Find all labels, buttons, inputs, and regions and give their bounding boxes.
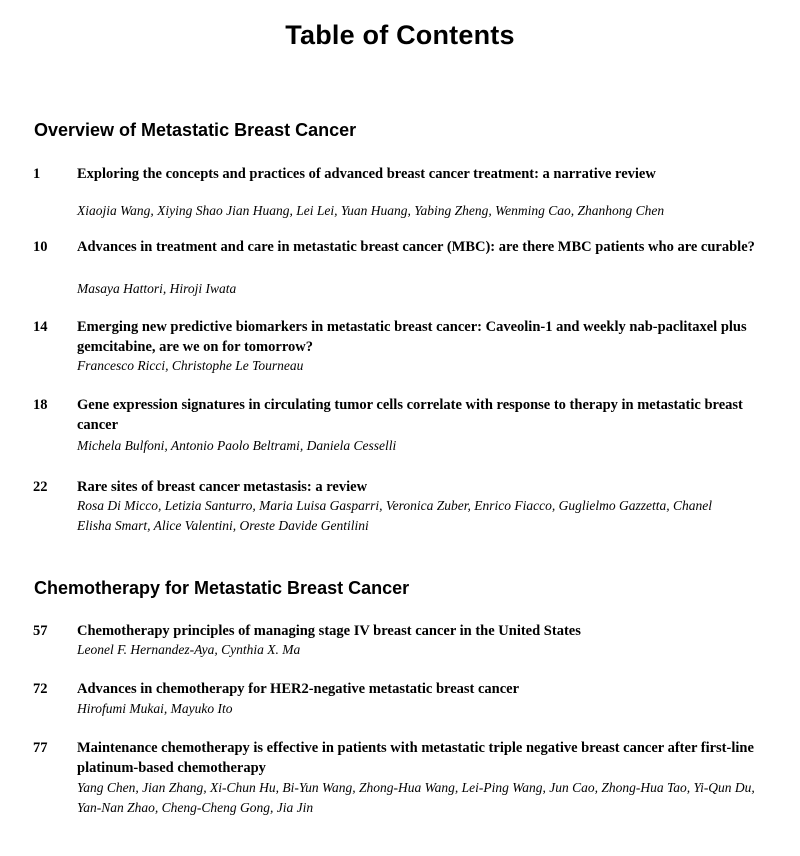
entry-authors: Xiaojia Wang, Xiying Shao Jian Huang, Lei Lei, Yuan Huang, Yabing Zheng, Wenming Cao, Zhanhong Chen (77, 203, 665, 218)
entry-authors: Masaya Hattori, Hiroji Iwata (77, 281, 237, 296)
entry-title[interactable]: Rare sites of breast cancer metastasis: a review (77, 479, 368, 495)
page-title: Table of Contents (285, 20, 515, 50)
entry-title[interactable]: Advances in chemotherapy for HER2-negative metastatic breast cancer (77, 681, 520, 697)
entry-page-number: 22 (33, 479, 48, 495)
entry-title[interactable]: Exploring the concepts and practices of advanced breast cancer treatment: a narrative review (77, 166, 656, 182)
entry-authors: Hirofumi Mukai, Mayuko Ito (77, 701, 233, 716)
entry-page-number: 1 (33, 166, 41, 182)
entry-authors: Francesco Ricci, Christophe Le Tourneau (77, 358, 304, 373)
entry-page-number: 77 (33, 740, 48, 756)
entry-page-number: 18 (33, 397, 48, 413)
section-heading: Chemotherapy for Metastatic Breast Cancer (34, 578, 410, 598)
entry-page-number: 14 (33, 319, 48, 335)
entry-title[interactable]: Chemotherapy principles of managing stage IV breast cancer in the United States (77, 623, 581, 639)
entry-page-number: 10 (33, 239, 48, 255)
entry-authors: Yang Chen, Jian Zhang, Xi-Chun Hu, Bi-Yun Wang, Zhong-Hua Wang, Lei-Ping Wang, Jun Cao, Zhong-Hua Tao, Yi-Qun Du, Yan-Nan Zhao, Cheng-Cheng Gong, Jia Jin (77, 780, 755, 815)
entry-authors: Michela Bulfoni, Antonio Paolo Beltrami, Daniela Cesselli (77, 438, 397, 453)
entry-authors: Rosa Di Micco, Letizia Santurro, Maria Luisa Gasparri, Veronica Zuber, Enrico Fiacco, Guglielmo Gazzetta, Chanel Elisha Smart, Alice Valentini, Oreste Davide Gentilini (77, 498, 712, 533)
section-heading: Overview of Metastatic Breast Cancer (34, 120, 357, 140)
entry-title[interactable]: Advances in treatment and care in metastatic breast cancer (MBC): are there MBC patients who are curable? (77, 239, 755, 255)
entry-authors: Leonel F. Hernandez-Aya, Cynthia X. Ma (77, 642, 301, 657)
entry-title[interactable]: Emerging new predictive biomarkers in metastatic breast cancer: Caveolin-1 and weekly nab-paclitaxel plus gemcitabine, are we on for tomorrow? (77, 319, 747, 355)
entry-page-number: 57 (33, 623, 48, 639)
entry-title[interactable]: Gene expression signatures in circulating tumor cells correlate with response to therapy in metastatic breast cancer (77, 397, 743, 433)
entry-page-number: 72 (33, 681, 48, 697)
entry-title[interactable]: Maintenance chemotherapy is effective in patients with metastatic triple negative breast cancer after first-line platinum-based chemotherapy (77, 740, 754, 776)
